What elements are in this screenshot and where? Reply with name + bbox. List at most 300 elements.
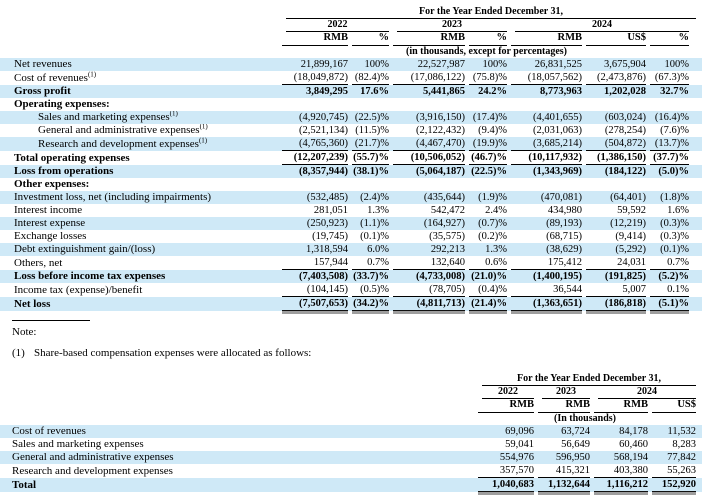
cell-value: (22.5)%: [465, 165, 507, 178]
table2-year-header-row: [0, 386, 702, 399]
cell-value: (470,081): [507, 191, 582, 204]
cell-value: (504,872): [582, 137, 646, 151]
table-row: [0, 98, 702, 111]
cell-value: [646, 178, 689, 191]
cell-value: (5,292): [582, 243, 646, 256]
col-header-cell: [389, 32, 465, 46]
table-row: [0, 204, 702, 217]
row-filler: [689, 85, 702, 98]
cell-value: (55.7)%: [353, 152, 389, 163]
cell-value: 403,380: [590, 464, 648, 478]
cell-value: (8,357,944): [278, 165, 348, 178]
cell-value: (10,506,052): [389, 151, 465, 165]
cell-value: (435,644): [389, 191, 465, 204]
cell-value: 3,849,295: [278, 85, 348, 98]
cell-value: (21.0)%: [465, 270, 507, 283]
cell-value: 59,592: [617, 205, 646, 216]
table-row: [0, 217, 702, 230]
cell-value: (0.4)%: [465, 283, 507, 297]
col-header-pct-2023: %: [469, 32, 507, 46]
cell-value: (2.4)%: [348, 191, 389, 204]
row-filler: [689, 204, 702, 217]
cell-value: [582, 98, 646, 111]
cell-value: (1.8)%: [646, 191, 689, 204]
cell-value: [278, 178, 348, 191]
cell-value: (5.2)%: [646, 270, 689, 283]
cell-value: [507, 98, 582, 111]
cell-value: 24,031: [582, 256, 646, 270]
cell-value: 6.0%: [348, 243, 389, 256]
cell-value: (33.7)%: [348, 270, 389, 283]
cell-value: 77,842: [648, 451, 696, 464]
cell-value: (186,818): [582, 297, 646, 311]
cell-value: (9,414): [615, 231, 646, 242]
cell-value: 1,132,644: [534, 478, 590, 492]
col-header-pct-2024: %: [650, 32, 689, 46]
table2-period-cell: [474, 373, 702, 386]
row-label: Loss from operations: [0, 165, 278, 178]
unit-note-cell: [278, 46, 689, 58]
row-label: Interest income: [14, 204, 83, 216]
table-row: [0, 230, 702, 243]
table-row: [0, 451, 702, 464]
cell-value: (4,811,713): [389, 297, 465, 311]
cell-value: (21.7)%: [348, 137, 389, 151]
cell-value: (22.5)%: [348, 111, 389, 124]
year-2023-cell: [534, 386, 590, 399]
cell-value: 596,950: [534, 451, 590, 464]
cell-value: 22,527,987: [389, 58, 465, 71]
row-filler: [689, 124, 702, 137]
year-2022-label: 2022: [286, 19, 389, 32]
cell-value: [389, 178, 465, 191]
row-filler: [696, 451, 702, 464]
row-filler: [689, 256, 702, 270]
cell-value: (7,403,508): [278, 270, 348, 283]
spacer-cell: [0, 19, 278, 32]
row-label: Research and development expenses: [12, 465, 173, 477]
row-label: Total operating expenses: [14, 152, 130, 164]
table-row: [0, 151, 702, 165]
year-2024-cell: [507, 19, 689, 32]
col-header-cell: [507, 32, 582, 46]
row-label: Other expenses:: [14, 178, 90, 190]
cell-value: (532,485): [278, 191, 348, 204]
cell-value: (18,057,562): [507, 71, 582, 85]
year-2023-cell: [389, 19, 507, 32]
cell-value: 415,321: [534, 464, 590, 478]
cell-value: (184,122): [582, 165, 646, 178]
table-row: [0, 111, 702, 124]
year-2022-cell: [278, 19, 389, 32]
cell-value: 11,532: [648, 425, 696, 438]
cell-value: (7.6)%: [660, 125, 689, 136]
row-label: Cost of revenues: [0, 425, 474, 438]
spacer-cell: [0, 413, 474, 425]
row-filler: [689, 191, 702, 204]
footnote-ref: (1): [198, 137, 208, 145]
cell-value: 0.1%: [646, 283, 689, 297]
cell-value: (38,629): [507, 243, 582, 256]
cell-value: (1.9)%: [465, 191, 507, 204]
cell-value: (64,401): [582, 191, 646, 204]
year-2024-label: 2024: [515, 19, 689, 32]
cell-value: (82.4)%: [348, 71, 389, 85]
cell-value: 542,472: [430, 205, 465, 216]
cell-value: (38.1)%: [348, 165, 389, 178]
row-filler: [696, 478, 702, 492]
cell-value: 55,263: [648, 464, 696, 478]
cell-value: 554,976: [474, 451, 534, 464]
cell-value: (164,927): [389, 217, 465, 230]
table2-period-header-row: [0, 373, 702, 386]
row-label: Sales and marketing expenses: [12, 438, 144, 450]
table-row: [0, 58, 702, 71]
income-statement-table: [0, 6, 702, 311]
cell-value: 100%: [348, 58, 389, 71]
col-header-cell: [582, 32, 646, 46]
cell-value: (34.2)%: [348, 297, 389, 311]
table-row: [0, 71, 702, 85]
cell-value: (1,363,651): [507, 297, 582, 311]
cell-value: (0.5)%: [348, 283, 389, 297]
footnote-divider: [12, 320, 90, 321]
cell-value: (35,575): [429, 231, 465, 242]
cell-value: (0.1)%: [360, 231, 389, 242]
cell-value: [465, 98, 507, 111]
row-label: General and administrative expenses$^{(1)}$: [38, 124, 208, 136]
cell-value: (37.7)%: [646, 151, 689, 165]
col-header-rmb-2022: RMB: [478, 399, 534, 413]
cell-value: (0.2)%: [478, 231, 507, 242]
col-header-cell: [348, 32, 389, 46]
spacer-cell: [0, 46, 278, 58]
row-filler: [689, 270, 702, 283]
table2-period-title: For the Year Ended December 31,: [482, 373, 696, 386]
cell-value: (2,122,432): [416, 125, 465, 136]
table-row: [0, 270, 702, 283]
cell-value: (18,049,872): [278, 71, 348, 85]
cell-value: 1.3%: [465, 243, 507, 256]
row-filler: [696, 438, 702, 451]
cell-value: (68,715): [546, 231, 582, 242]
table-row: [0, 464, 702, 478]
table2-currency-header-row: [0, 399, 702, 413]
cell-value: (16.4)%: [646, 111, 689, 124]
footnote-number: (1): [12, 347, 25, 359]
table-row: [0, 243, 702, 256]
cell-value: (250,923): [278, 217, 348, 230]
cell-value: (19,745): [312, 231, 348, 242]
cell-value: (4,467,470): [389, 137, 465, 151]
spacer-cell: [0, 399, 474, 413]
table1-period-title: For the Year Ended December 31,: [286, 6, 696, 19]
cell-value: 0.6%: [465, 256, 507, 270]
cell-value: (89,193): [507, 217, 582, 230]
cell-value: (4,920,745): [278, 111, 348, 124]
cell-value: 1,116,212: [590, 478, 648, 492]
cell-value: [348, 98, 389, 111]
cell-value: (0.3)%: [646, 217, 689, 230]
cell-value: (7,507,653): [278, 297, 348, 311]
col-header-rmb-2023: RMB: [393, 32, 465, 46]
table1-period-cell: [278, 6, 702, 19]
row-label: Debt extinguishment gain/(loss): [0, 243, 278, 256]
cell-value: (10,117,932): [507, 151, 582, 165]
cell-value: (4,401,655): [507, 111, 582, 124]
cell-value: (17.4)%: [465, 111, 507, 124]
cell-value: (278,254): [604, 125, 646, 136]
cell-value: 2.4%: [485, 205, 507, 216]
cell-value: 292,213: [389, 243, 465, 256]
cell-value: 1.6%: [667, 205, 689, 216]
cell-value: 8,283: [672, 439, 696, 450]
cell-value: 175,412: [507, 256, 582, 270]
table2-unit-note-row: [0, 413, 702, 425]
cell-value: (46.7)%: [465, 151, 507, 165]
row-label: Net loss: [0, 297, 278, 311]
cell-value: (104,145): [278, 283, 348, 297]
footnote-ref: (1): [169, 111, 178, 118]
share-based-compensation-table: [0, 373, 702, 492]
row-filler: [689, 165, 702, 178]
col-header-pct-2022: %: [352, 32, 389, 46]
cell-value: 69,096: [474, 425, 534, 438]
row-label: Others, net: [14, 257, 63, 269]
table-row: [0, 425, 702, 438]
table2-body: [0, 425, 702, 492]
spacer-cell: [0, 386, 474, 399]
cell-value: [646, 98, 689, 111]
col-header-cell: [648, 399, 696, 413]
cell-value: 5,007: [582, 283, 646, 297]
row-label: Gross profit: [0, 85, 278, 98]
cell-value: (21.4)%: [465, 297, 507, 311]
cell-value: 26,831,525: [507, 58, 582, 71]
cell-value: (5,064,187): [389, 165, 465, 178]
cell-value: 357,570: [474, 464, 534, 478]
cell-value: 36,544: [507, 283, 582, 297]
cell-value: [582, 178, 646, 191]
row-filler: [696, 464, 702, 478]
cell-value: 152,920: [648, 478, 696, 492]
cell-value: (17,086,122): [389, 71, 465, 85]
year-2024-label: 2024: [598, 386, 696, 399]
cell-value: (12,219): [582, 217, 646, 230]
cell-value: (2,521,134): [299, 125, 348, 136]
cell-value: (11.5)%: [355, 125, 389, 136]
cell-value: 568,194: [590, 451, 648, 464]
footnote-item: [0, 347, 702, 359]
spacer-cell: [0, 6, 278, 19]
cell-value: [507, 178, 582, 191]
col-header-rmb-2024: RMB: [511, 32, 582, 46]
cell-value: 100%: [646, 58, 689, 71]
table-row: [0, 297, 702, 311]
cell-value: 100%: [465, 58, 507, 71]
cell-value: (3,916,150): [389, 111, 465, 124]
spacer-cell: [689, 32, 702, 46]
year-2024-cell: [590, 386, 696, 399]
cell-value: (5.1)%: [646, 297, 689, 311]
row-label: Interest expense: [0, 217, 278, 230]
row-label: Sales and marketing expenses$^{(1)}$: [0, 111, 278, 124]
cell-value: (2,031,063): [533, 125, 582, 136]
row-filler: [689, 98, 702, 111]
cell-value: 1,318,594: [278, 243, 348, 256]
row-filler: [689, 71, 702, 85]
col-header-usd-2024: US$: [586, 32, 646, 46]
footnote-text: Share-based compensation expenses were allocated as follows:: [34, 347, 312, 359]
cell-value: (3,685,214): [507, 137, 582, 151]
cell-value: (0.7)%: [465, 217, 507, 230]
cell-value: [465, 178, 507, 191]
table1-year-header-row: [0, 19, 702, 32]
col-header-rmb-2024: RMB: [594, 399, 648, 413]
table-row: [0, 478, 702, 492]
cell-value: 24.2%: [465, 85, 507, 98]
table1-unit-note-row: [0, 46, 702, 58]
cell-value: 5,441,865: [389, 85, 465, 98]
row-label: Cost of revenues$^{(1)}$: [14, 71, 97, 84]
footnote-ref: (1): [87, 71, 97, 79]
cell-value: 8,773,963: [507, 85, 582, 98]
spacer-cell: [0, 32, 278, 46]
table-row: [0, 256, 702, 270]
row-filler: [696, 425, 702, 438]
row-label: Total: [0, 478, 474, 492]
col-header-cell: [465, 32, 507, 46]
table1-body: [0, 58, 702, 311]
cell-value: (1,386,150): [582, 151, 646, 165]
cell-value: [389, 98, 465, 111]
cell-value: 63,724: [534, 425, 590, 438]
cell-value: (5.0)%: [646, 165, 689, 178]
row-label: Income tax (expense)/benefit: [14, 284, 143, 296]
cell-value: (9.4)%: [478, 125, 507, 136]
row-label: Net revenues: [0, 58, 278, 71]
cell-value: 132,640: [389, 256, 465, 270]
cell-value: (19.9)%: [465, 137, 507, 151]
cell-value: (1.1)%: [348, 217, 389, 230]
col-header-cell: [646, 32, 689, 46]
unit-note-cell: [474, 413, 696, 425]
col-header-usd-2024: US$: [652, 399, 696, 413]
spacer-cell: [689, 19, 702, 32]
row-filler: [689, 297, 702, 311]
year-2023-label: 2023: [397, 19, 507, 32]
row-label: Exchange losses: [14, 230, 87, 242]
table-row: [0, 124, 702, 137]
cell-value: (0.3)%: [660, 231, 689, 242]
cell-value: (603,024): [582, 111, 646, 124]
table1-currency-header-row: [0, 32, 702, 46]
col-header-rmb-2023: RMB: [538, 399, 590, 413]
cell-value: 3,675,904: [582, 58, 646, 71]
cell-value: (1,400,195): [507, 270, 582, 283]
cell-value: (4,733,008): [389, 270, 465, 283]
cell-value: (191,825): [582, 270, 646, 283]
cell-value: (75.8)%: [465, 71, 507, 85]
cell-value: (2,473,876): [582, 71, 646, 85]
table-row: [0, 165, 702, 178]
row-filler: [689, 217, 702, 230]
cell-value: (12,207,239): [278, 151, 348, 165]
table-row: [0, 438, 702, 451]
cell-value: (78,705): [389, 283, 465, 297]
cell-value: 1,040,683: [474, 478, 534, 492]
year-2022-label: 2022: [482, 386, 534, 399]
row-label: Loss before income tax expenses: [0, 270, 278, 283]
col-header-cell: [278, 32, 348, 46]
row-filler: [689, 111, 702, 124]
table2-unit-note: (In thousands): [554, 413, 616, 424]
row-filler: [689, 178, 702, 191]
spacer-cell: [696, 413, 702, 425]
cell-value: 1.3%: [367, 205, 389, 216]
col-header-cell: [534, 399, 590, 413]
row-filler: [689, 137, 702, 151]
cell-value: 1,202,028: [582, 85, 646, 98]
year-2023-label: 2023: [542, 386, 590, 399]
cell-value: 32.7%: [646, 85, 689, 98]
table-row: [0, 283, 702, 297]
cell-value: 56,649: [561, 439, 590, 450]
row-label: Operating expenses:: [14, 98, 110, 110]
cell-value: 157,944: [278, 256, 348, 270]
cell-value: 59,041: [505, 439, 534, 450]
row-filler: [689, 58, 702, 71]
row-filler: [689, 151, 702, 165]
cell-value: 17.6%: [348, 85, 389, 98]
cell-value: (13.7)%: [646, 137, 689, 151]
cell-value: (0.1)%: [646, 243, 689, 256]
year-2022-cell: [474, 386, 534, 399]
row-filler: [689, 283, 702, 297]
cell-value: 0.7%: [646, 256, 689, 270]
cell-value: 84,178: [590, 425, 648, 438]
cell-value: 434,980: [547, 205, 582, 216]
cell-value: (1,343,969): [507, 165, 582, 178]
row-filler: [689, 243, 702, 256]
table-row: [0, 137, 702, 151]
cell-value: (4,765,360): [278, 137, 348, 151]
spacer-cell: [0, 373, 474, 386]
row-label: General and administrative expenses: [0, 451, 474, 464]
row-label: Investment loss, net (including impairments): [0, 191, 278, 204]
row-filler: [689, 230, 702, 243]
col-header-cell: [474, 399, 534, 413]
table1-unit-note: (in thousands, except for percentages): [405, 46, 567, 57]
table-row: [0, 178, 702, 191]
spacer-cell: [696, 399, 702, 413]
cell-value: 0.7%: [348, 256, 389, 270]
table-row: [0, 85, 702, 98]
spacer-cell: [696, 386, 702, 399]
cell-value: [348, 178, 389, 191]
col-header-cell: [590, 399, 648, 413]
table-row: [0, 191, 702, 204]
note-heading: Note:: [12, 326, 37, 338]
cell-value: 60,460: [619, 439, 648, 450]
table1-period-header-row: [0, 6, 702, 19]
spacer-cell: [689, 46, 702, 58]
cell-value: (67.3)%: [646, 71, 689, 85]
cell-value: 281,051: [313, 205, 348, 216]
col-header-rmb-2022: RMB: [282, 32, 348, 46]
cell-value: [278, 98, 348, 111]
row-label: Research and development expenses$^{(1)}$: [0, 137, 278, 151]
